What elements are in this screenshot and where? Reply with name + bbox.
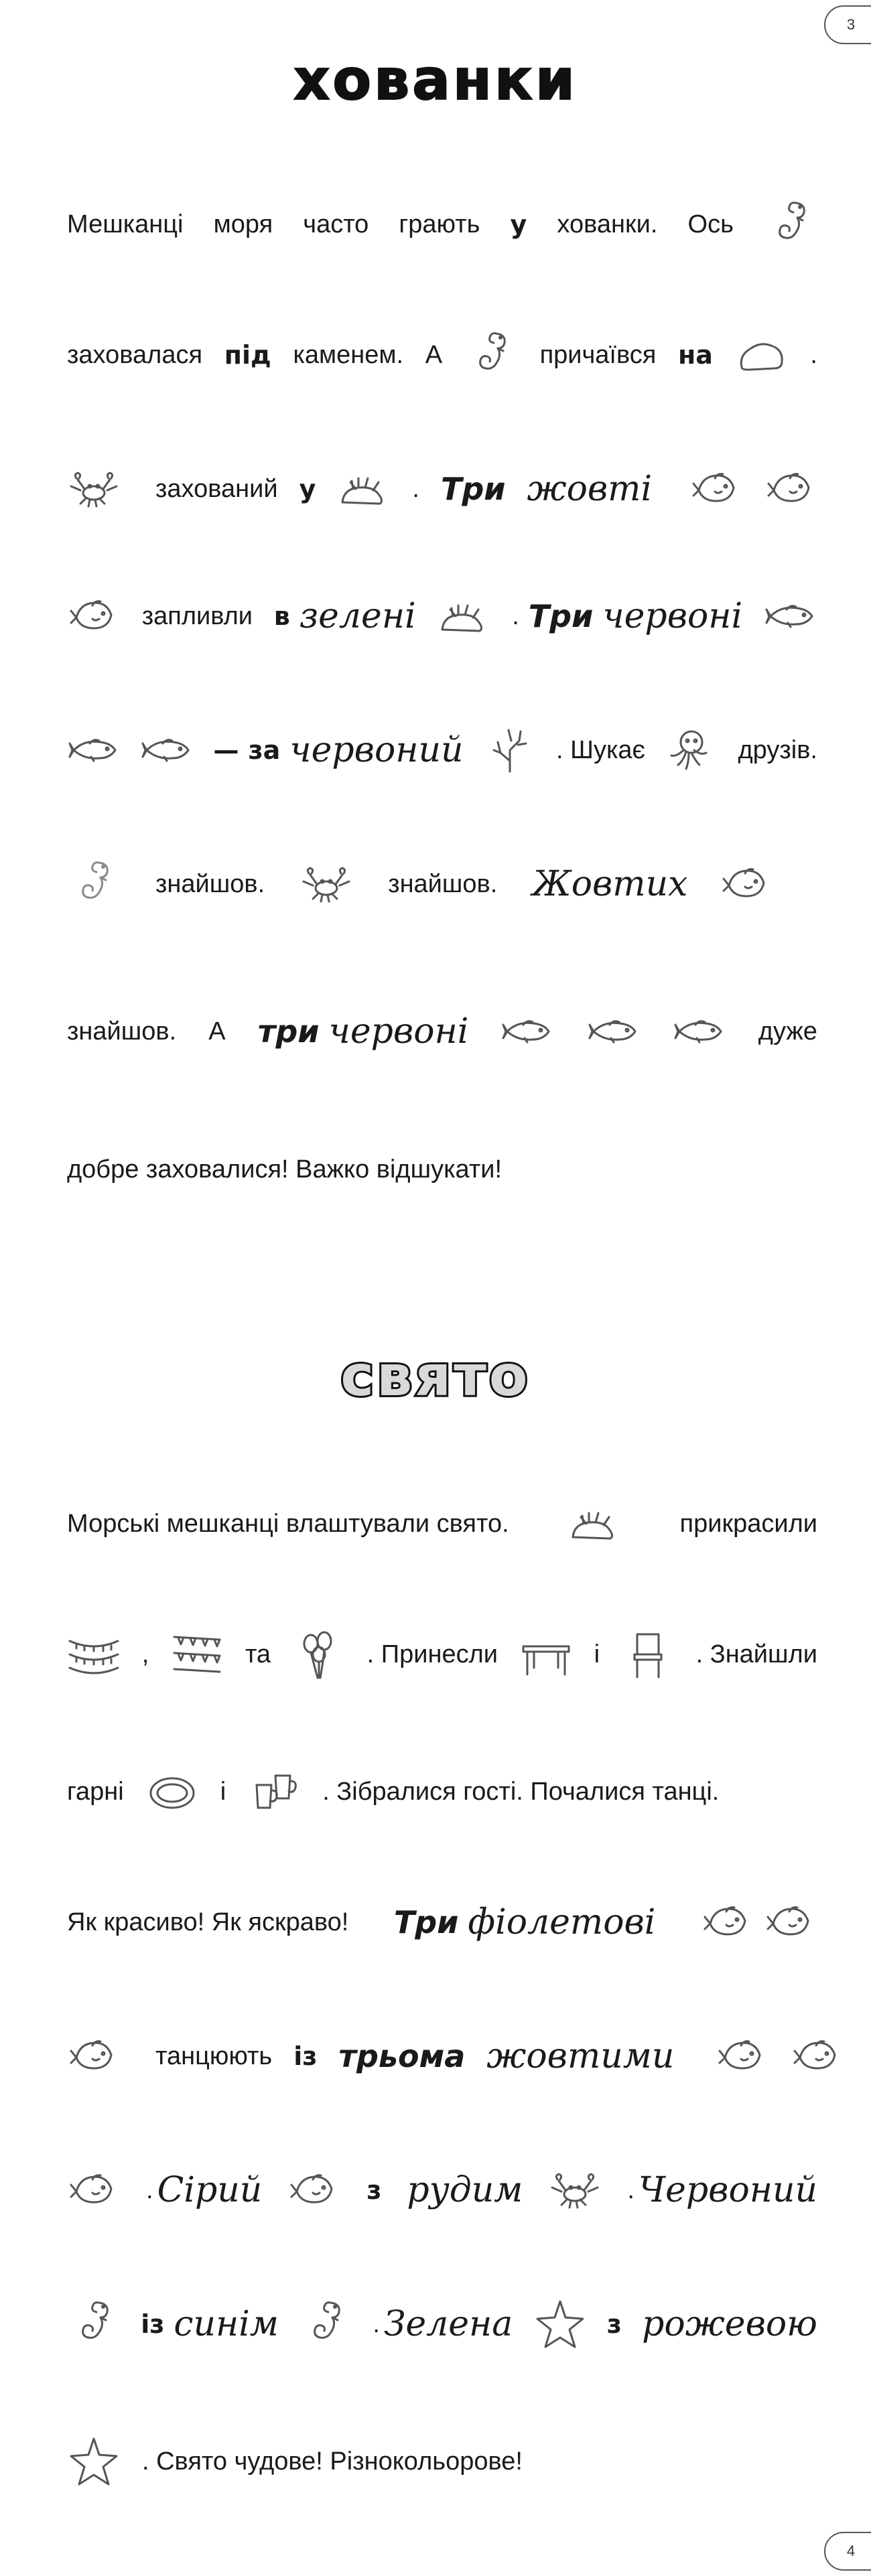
seahorse-icon [764,198,817,251]
round-fish-icon [701,1895,754,1949]
round-fish-icon [67,2163,121,2217]
round-fish-icon [287,2163,341,2217]
story1-line-3: захований у . Три жовті [67,462,817,516]
urchin-icon [437,589,490,643]
seahorse-icon [299,2297,352,2351]
long-fish-icon [500,1005,554,1058]
crab-icon [67,462,121,516]
story2-line-6: . Сірий з рудим . Червоний [67,2163,817,2217]
crab-icon [548,2163,602,2217]
story2-line-8: . Свято чудове! Різнокольорове! [67,2435,817,2488]
story2-line-1: Морські мешканці влаштували свято. прикрасили [67,1497,817,1551]
table-icon [519,1628,573,1681]
round-fish-icon [716,2029,769,2083]
plate-icon [145,1765,199,1818]
chair-icon [621,1628,675,1681]
octopus-icon [665,723,718,777]
rock-icon [735,328,789,382]
garland-icon [67,1628,121,1681]
story2-line-5: танцюють із трьома жовтими [67,2029,817,2083]
urchin-icon [337,462,391,516]
starfish-icon [67,2435,121,2488]
flags-icon [170,1628,224,1681]
page-number-top: 3 [824,5,871,44]
round-fish-icon [764,462,818,516]
long-fish-icon [673,1005,726,1058]
story2-line-2: , та . Принесли і . Знайшли [67,1628,817,1681]
seahorse-icon [67,857,121,911]
round-fish-icon [720,857,773,911]
story1-line-1: Мешканці моря часто грають у хованки. Ось [67,198,817,251]
story1-title: хованки [293,47,578,113]
round-fish-icon [67,2029,121,2083]
seahorse-icon [67,2297,121,2351]
story2-title: свято [340,1343,531,1409]
long-fish-icon [587,1005,641,1058]
story1-line-2: заховалася під каменем. А причаївся на . [67,328,817,382]
story2-line-7: із синім . Зелена з рожевою [67,2297,817,2351]
story1-line-5: — за червоний . Шукає друзів. [67,723,817,777]
cups-icon [247,1765,301,1818]
story1-line-4: запливли в зелені . Три червоні [67,589,817,643]
coral-icon [483,723,537,777]
story1-line-6: знайшов. знайшов. Жовтих [67,857,817,911]
long-fish-icon [764,589,817,643]
story1-line-8: добре заховалися! Важко відшукати! [67,1155,503,1184]
starfish-icon [533,2297,587,2351]
long-fish-icon [140,723,194,777]
balloons-icon [292,1628,346,1681]
round-fish-icon [689,462,743,516]
round-fish-icon [764,1895,817,1949]
seahorse-icon [464,328,518,382]
story1-line-7: знайшов. А три червоні дуже [67,1005,817,1058]
round-fish-icon [791,2029,844,2083]
round-fish-icon [67,589,121,643]
long-fish-icon [67,723,121,777]
story2-line-4: Як красиво! Як яскраво! Три фіолетові [67,1895,817,1949]
story2-line-3: гарні і . Зібралися гості. Почалися танці. [67,1765,817,1818]
crab-icon [299,857,353,911]
urchin-icon [567,1497,621,1551]
page-number-bottom: 4 [824,2532,871,2571]
